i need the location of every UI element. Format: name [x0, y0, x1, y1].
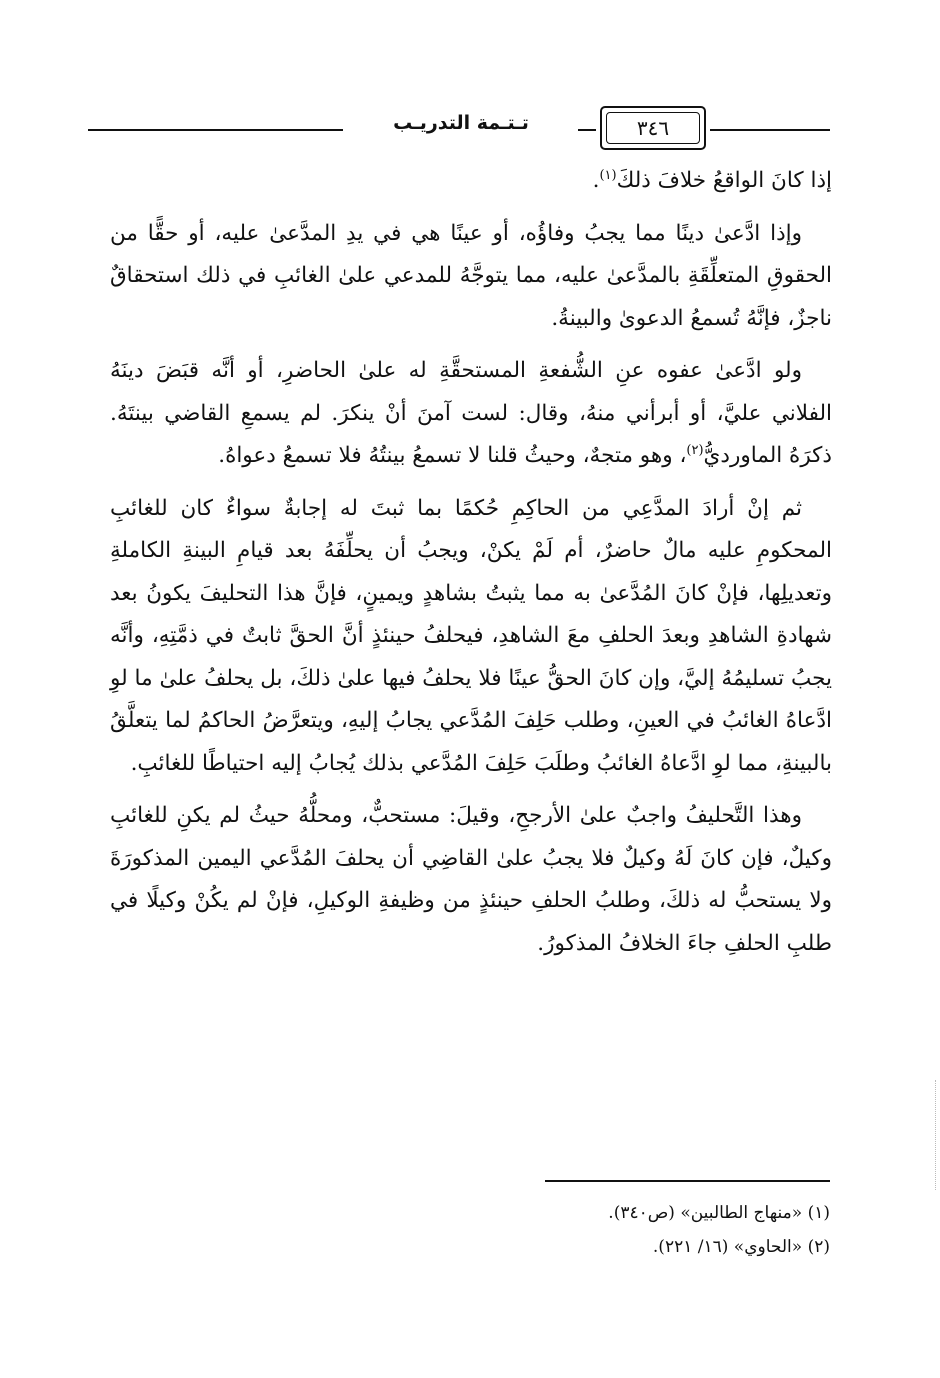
paragraph-text: وهذا التَّحليفُ واجبٌ علىٰ الأرجحِ، وقيلَ: مستحبٌّ، ومحلُّهُ حيثُ لم يكنِ للغائبِ وكيلٌ، فإن كانَ لَهُ وكيلٌ فلا يجبُ علىٰ القاضِي أن يحلفَ المُدَّعي اليمين المذكورَةَ ولا يستحبُّ له ذلكَ، وطلبُ الحلفِ حينئذٍ من وظيفةِ الوكيلِ، فإنْ لم يكُنْ وكيلًا في طلبِ الحلفِ جاءَ الخلافُ المذكورُ.	[110, 803, 832, 956]
page-header	[88, 104, 830, 156]
paragraph-5	[110, 795, 832, 965]
header-rule-middle	[578, 129, 596, 131]
page-edge-mark	[935, 1080, 936, 1190]
paragraph-text: ولو ادَّعىٰ عفوه عنِ الشُّفعةِ المستحقَّةِ له علىٰ الحاضرِ، أو أنَّه قبَضَ دينَهُ الفلاني عليَّ، أو أبرأني منهُ، وقال: لست آمنَ أنْ ينكرَ. لم يسمعِ القاضي بينتَهُ. ذكرَهُ الماورديُّ	[110, 358, 832, 468]
footnote-2: (٢) «الحاوي» (١٦/ ٢٢١).	[652, 1237, 830, 1257]
paragraph-text: وإذا ادَّعىٰ دينًا مما يجبُ وفاؤُه، أو عينًا هي في يدِ المدَّعىٰ عليه، أو حقًّا من الحقوقِ المتعلِّقَةِ بالمدَّعىٰ عليه، مما يتوجَّهُ للمدعي علىٰ الغائبِ في ذلك استحقاقٌ ناجزٌ، فإنَّهُ تُسمعُ الدعوىٰ والبينةُ.	[110, 220, 832, 331]
paragraph-3	[110, 350, 832, 478]
header-rule-left	[88, 129, 343, 131]
footnote-reference: (١)	[599, 167, 617, 183]
paragraph-4	[110, 488, 832, 786]
paragraph-text: ثم إنْ أرادَ المدَّعِي من الحاكِمِ حُكمًا بما ثبتَ له إجابةٌ سواءٌ كان للغائبِ المحكومِ عليه مالٌ حاضرٌ، أم لَمْ يكنْ، ويجبُ أن يحلِّفَهُ بعد قيامِ البينةِ الكاملةِ وتعديلِها، فإنْ كانَ المُدَّعىٰ به مما يثبتُ بشاهدٍ ويمينٍ، فإنَّ هذا التحليفَ يكونُ بعد شهادةِ الشاهدِ وبعدَ الحلفِ معَ الشاهدِ، فيحلفُ حينئذٍ أنَّ الحقَّ ثابتٌ في ذمَّتِهِ، وأنَّه يجبُ تسليمُهُ إليَّ، وإن كانَ الحقُّ عينًا فلا يحلفُ فيها علىٰ ذلكَ، بل يحلفُ علىٰ ما لوِ ادَّعاهُ الغائبُ في العينِ، وطلب حَلِفَ المُدَّعي يجابُ إليهِ، ويتعرَّضُ الحاكمُ لما يتعلَّقُ بالبينةِ، مما لوِ ادَّعاهُ الغائبُ وطلَبَ حَلِفَ المُدَّعي بذلك يُجابُ إليه احتياطًا للغائبِ.	[110, 495, 832, 776]
paragraph-2	[110, 213, 832, 341]
paragraph-text: إذا كانَ الواقعُ خلافَ ذلكَ	[616, 168, 832, 193]
header-rule-right	[710, 129, 830, 131]
footnote-reference: (٢)	[686, 442, 704, 458]
page-number-frame	[600, 106, 706, 150]
paragraph-tail: .	[592, 168, 600, 193]
paragraph-1	[110, 160, 832, 203]
paragraph-tail: ، وهو متجهٌ، وحيثُ قلنا لا تسمعُ بينتُهُ فلا تسمعُ دعواهُ.	[218, 443, 687, 468]
footnotes	[500, 1196, 830, 1264]
running-title: تـتـمة التدريـب	[393, 112, 529, 134]
footnote-1: (١) «منهاج الطالبين» (ص٣٤٠).	[608, 1203, 830, 1223]
footnote-separator	[545, 1180, 830, 1182]
page-number: ٣٤٦	[606, 112, 700, 144]
main-text	[110, 160, 832, 965]
